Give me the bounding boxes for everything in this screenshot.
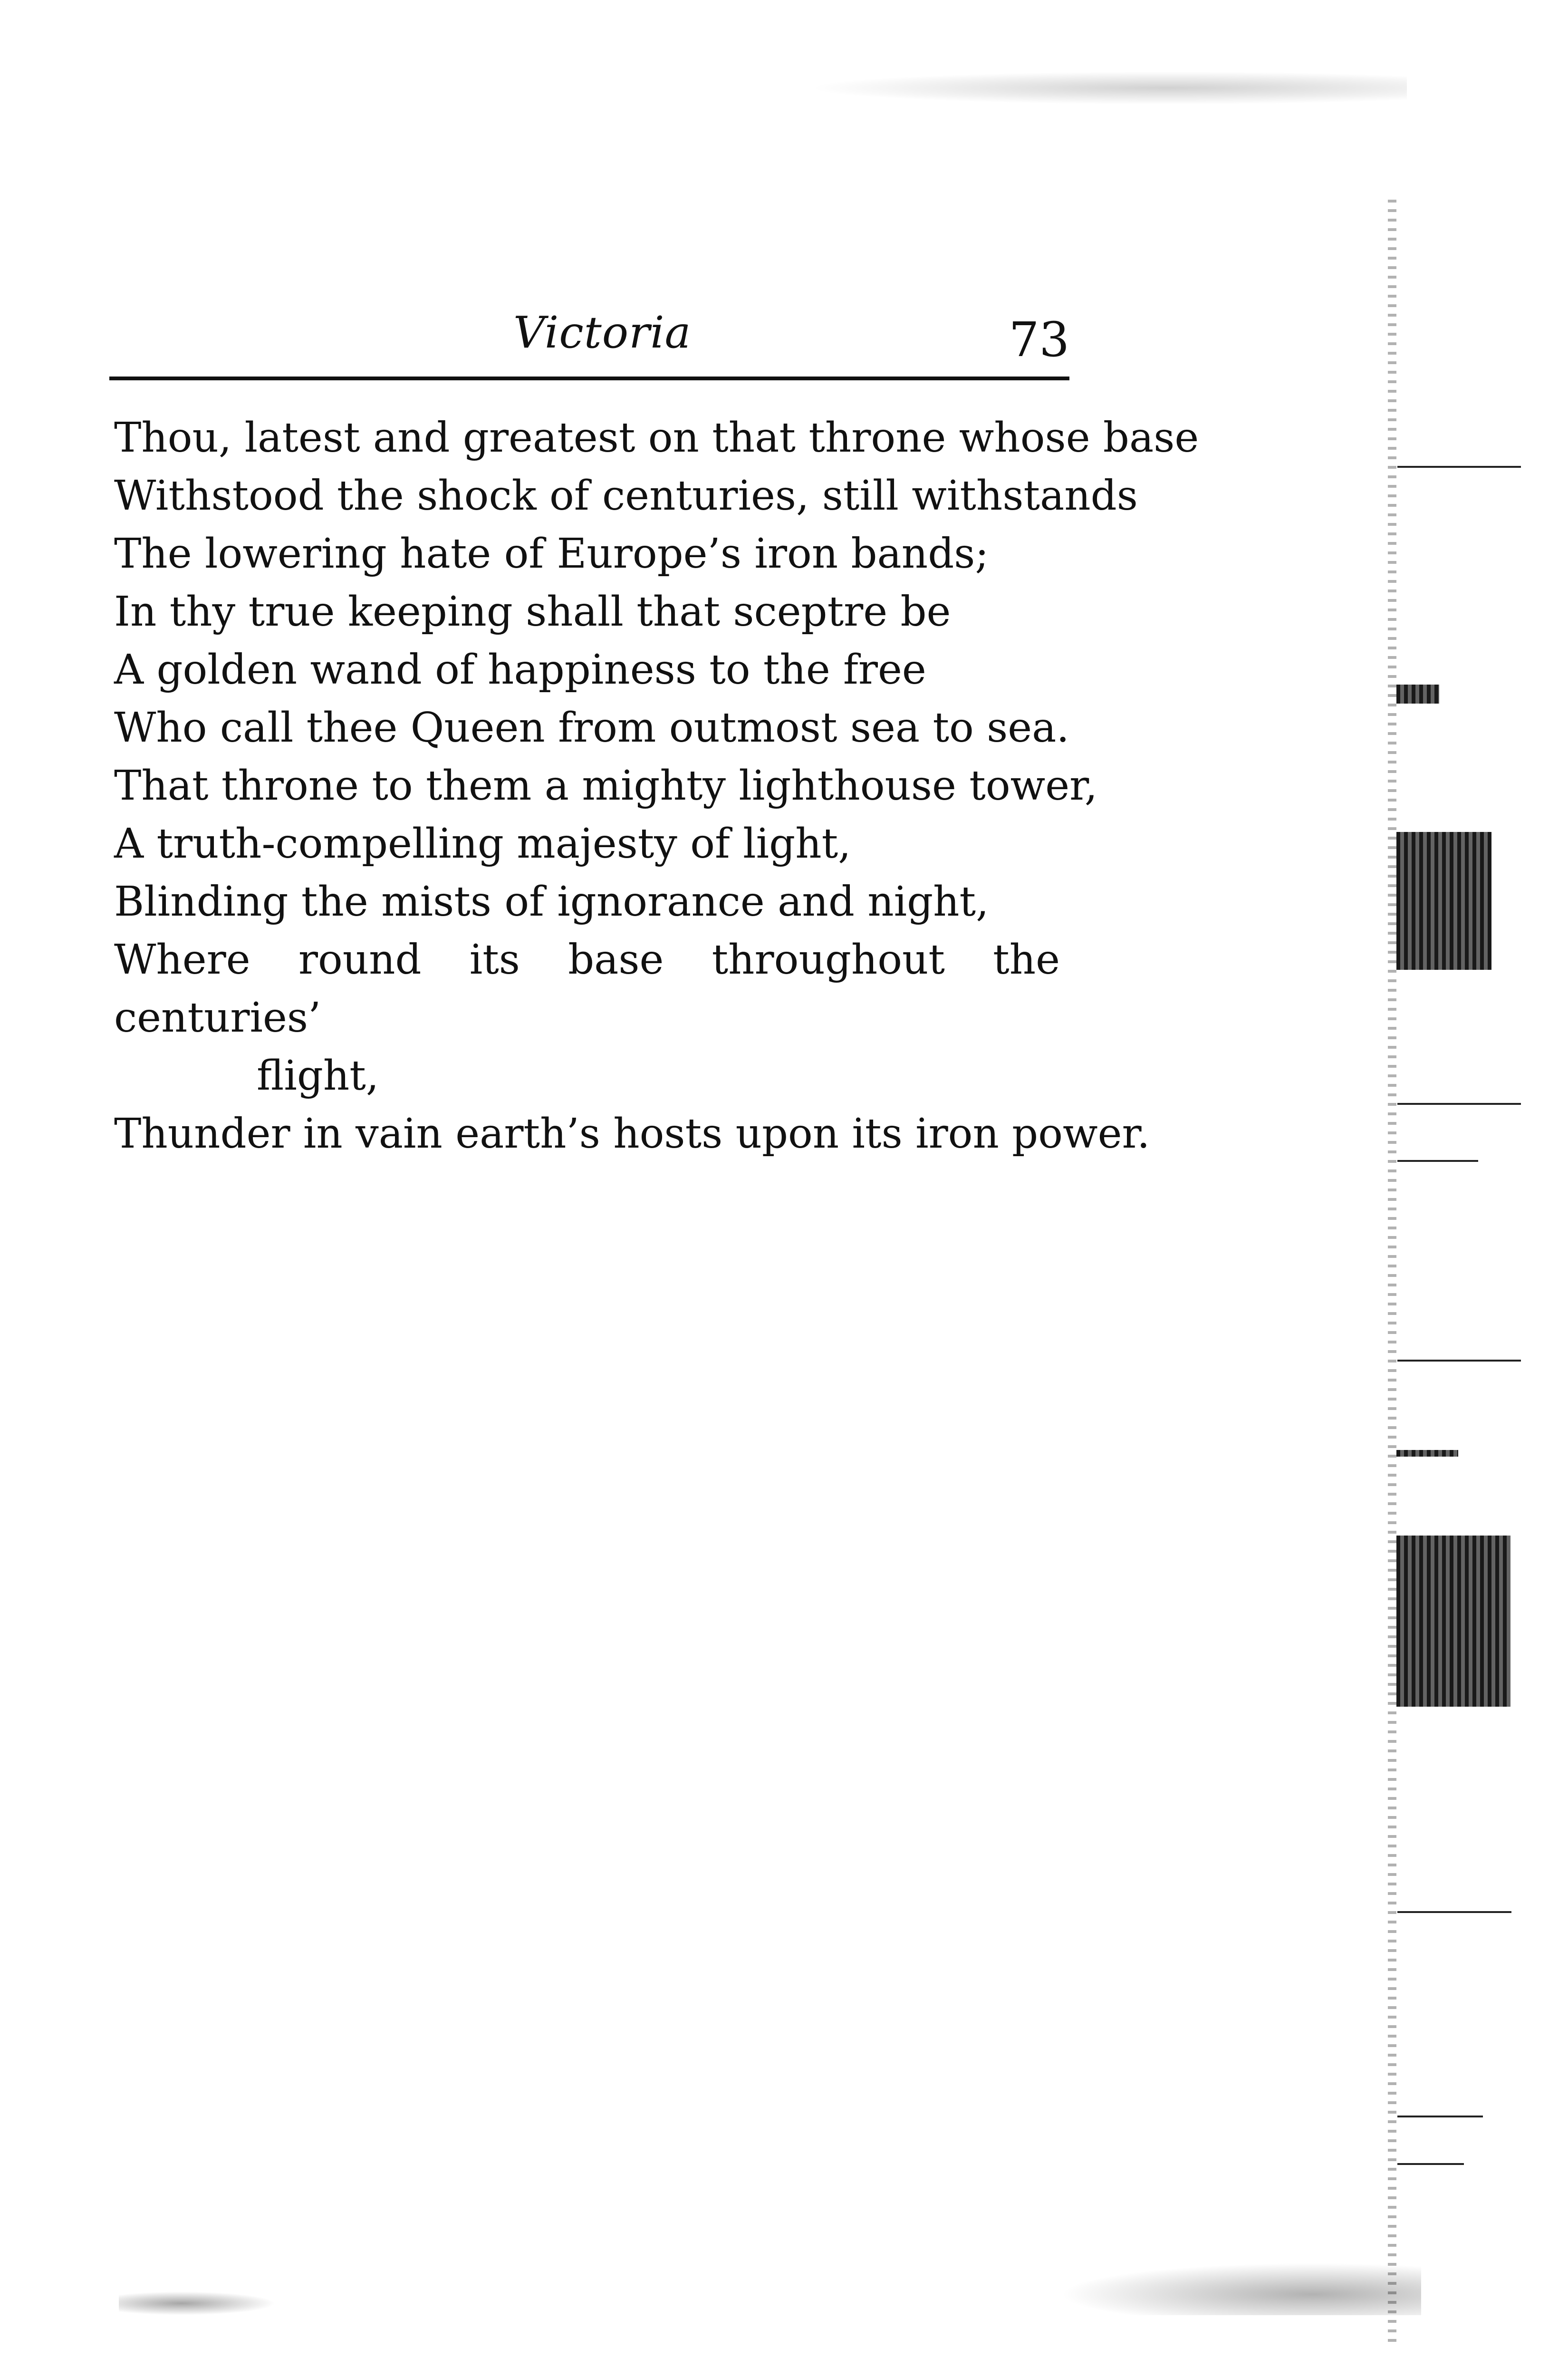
binding-block: [1396, 685, 1439, 704]
binding-line: [1397, 2163, 1464, 2165]
poem-line: Withstood the shock of centuries, still withstands: [114, 472, 1138, 520]
poem-line: Blinding the mists of ignorance and night,: [114, 878, 989, 926]
binding-block: [1396, 1450, 1458, 1457]
binding-block: [1396, 1536, 1510, 1707]
binding-line: [1397, 1360, 1521, 1362]
scan-noise-bottom-right: [1060, 2263, 1421, 2315]
poem-line: The lowering hate of Europe’s iron bands;: [114, 530, 989, 578]
binding-strip: [1388, 200, 1396, 2348]
page-number: 73: [1009, 312, 1069, 367]
poem-line: Thou, latest and greatest on that throne whose base: [114, 414, 1199, 462]
running-title: Victoria: [513, 307, 692, 358]
poem-line: Who call thee Queen from outmost sea to sea.: [114, 704, 1069, 752]
poem-stanza: [114, 409, 1199, 1163]
scan-noise-bottom-left: [119, 2291, 276, 2315]
running-head: [109, 295, 1069, 376]
poem-line: Where round its base throughout the centuries’: [114, 936, 1060, 1042]
binding-edge: [1388, 200, 1540, 2348]
binding-line: [1397, 2116, 1483, 2117]
binding-line: [1397, 1911, 1511, 1913]
binding-block: [1396, 832, 1491, 970]
binding-line: [1397, 1160, 1478, 1162]
binding-line: [1397, 466, 1521, 468]
poem-line: In thy true keeping shall that sceptre be: [114, 588, 951, 636]
scan-noise-top: [808, 71, 1407, 105]
poem-line-continuation: flight,: [257, 1052, 379, 1100]
poem-line: A truth-compelling majesty of light,: [114, 820, 851, 868]
binding-line: [1397, 1103, 1521, 1105]
poem-line: A golden wand of happiness to the free: [114, 646, 926, 694]
poem-line: That throne to them a mighty lighthouse tower,: [114, 762, 1098, 810]
poem-line: Thunder in vain earth’s hosts upon its iron power.: [114, 1110, 1150, 1158]
header-rule: [109, 377, 1069, 380]
